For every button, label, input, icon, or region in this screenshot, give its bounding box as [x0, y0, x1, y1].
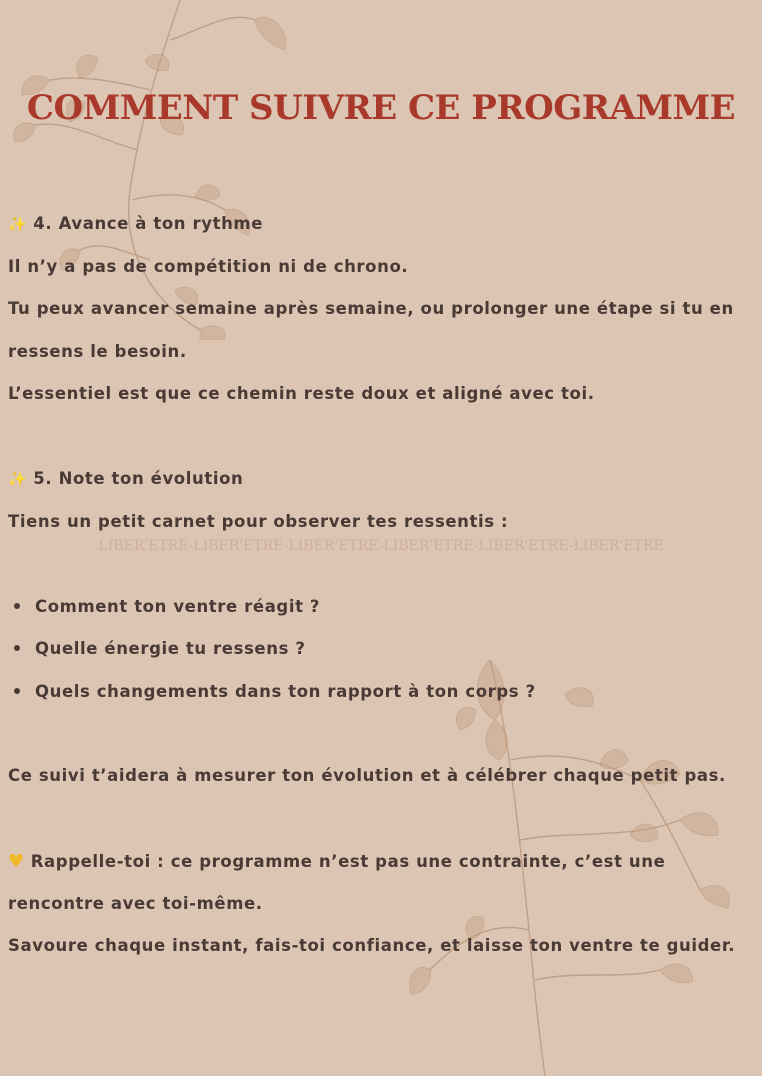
bullet-dot: [14, 688, 20, 694]
section-4-heading-text: 4. Avance à ton rythme: [33, 214, 264, 233]
list-item-text: Comment ton ventre réagit ?: [35, 597, 321, 616]
section-4-heading: [8, 214, 263, 234]
section-4-line-2: Tu peux avancer semaine après semaine, ou prolonger une étape si tu en: [8, 299, 734, 318]
reminder-line-1-text: Rappelle-toi : ce programme n’est pas une contrainte, c’est une: [30, 852, 666, 871]
botanical-illustration-top: [10, 0, 300, 340]
list-item-text: Quelle énergie tu ressens ?: [35, 639, 306, 658]
sparkles-icon: ✨: [8, 215, 28, 233]
list-item: [14, 597, 320, 617]
yellow-heart-icon: ♥: [8, 851, 25, 872]
section-5-intro: Tiens un petit carnet pour observer tes ressentis :: [8, 512, 509, 531]
list-item: [14, 682, 536, 702]
section-5-heading-text: 5. Note ton évolution: [33, 469, 244, 488]
list-item-text: Quels changements dans ton rapport à ton corps ?: [35, 682, 536, 701]
watermark: LIBER'ETRE-LIBER'ETRE-LIBER'ETRE-LIBER'ETRE-LIBER'ETRE-LIBER'ETRE: [98, 538, 664, 554]
section-5-conclusion: Ce suivi t’aidera à mesurer ton évolution et à célébrer chaque petit pas.: [8, 766, 726, 785]
section-4-line-3: ressens le besoin.: [8, 342, 187, 361]
reminder-line-3: Savoure chaque instant, fais-toi confiance, et laisse ton ventre te guider.: [8, 936, 736, 955]
reminder-line-1: [8, 852, 665, 872]
reminder-line-2: rencontre avec toi-même.: [8, 894, 263, 913]
section-5-heading: [8, 469, 243, 489]
section-4-line-4: L’essentiel est que ce chemin reste doux et aligné avec toi.: [8, 384, 595, 403]
section-4-line-1: Il n’y a pas de compétition ni de chrono.: [8, 257, 409, 276]
bullet-dot: [14, 603, 20, 609]
list-item: [14, 639, 306, 659]
sparkles-icon: ✨: [8, 470, 28, 488]
bullet-dot: [14, 645, 20, 651]
page-title: COMMENT SUIVRE CE PROGRAMME: [26, 88, 736, 128]
